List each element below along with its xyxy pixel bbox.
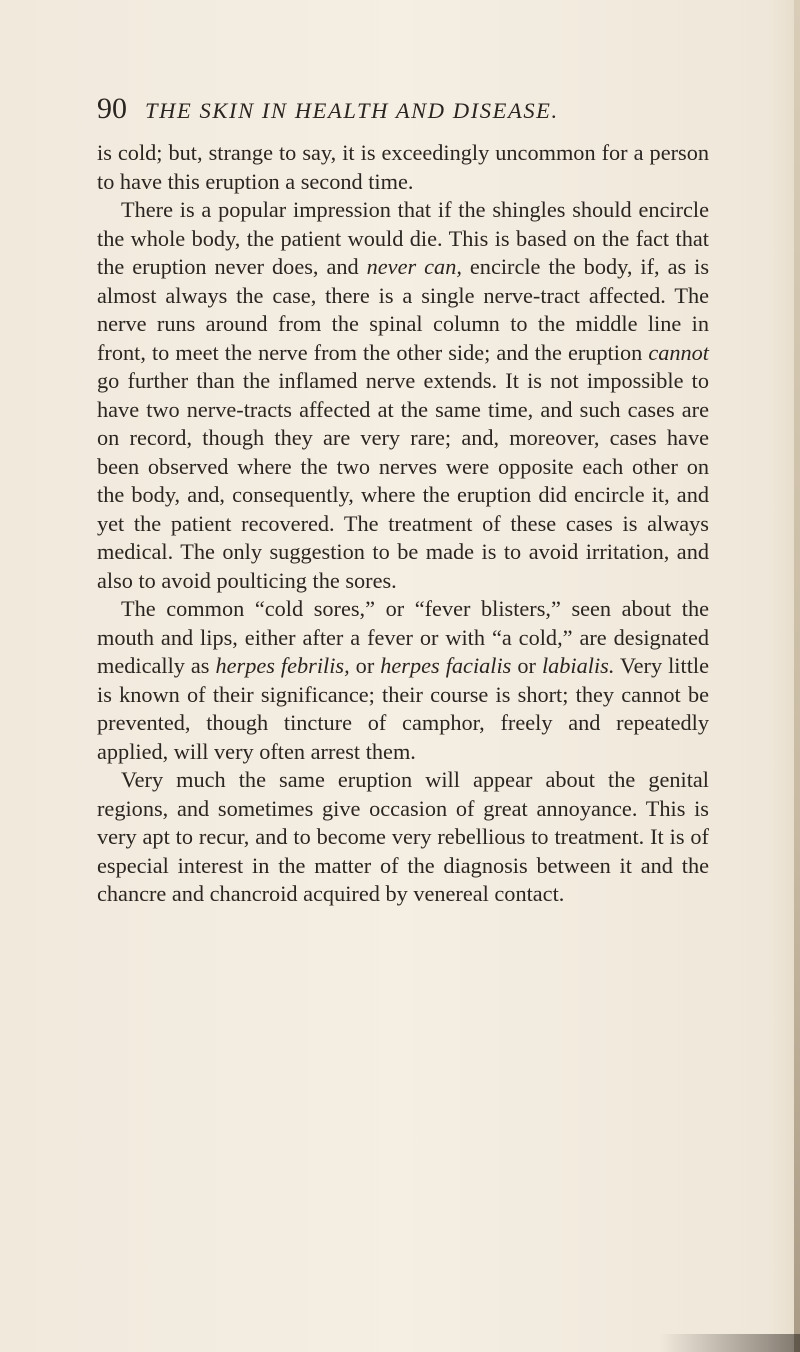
page-shadow (660, 1334, 800, 1352)
text-run: encircle the body, if, as is almost always the case, there is a single nerve-tract affected. The nerve runs around from the spinal column to the middle line in front, to meet the nerve from the other side; and the eruption (97, 254, 709, 365)
page-header (97, 92, 717, 132)
paragraph (97, 139, 709, 196)
paragraph (97, 595, 709, 766)
italic-run: herpes facialis (380, 653, 512, 678)
italic-run: herpes febrilis, (215, 653, 350, 678)
page-edge (794, 0, 800, 1352)
body-text (97, 139, 709, 909)
text-run: Very little is known of their significance; their course is short; they cannot be prevented, though tincture of camphor, freely and repeatedly applied, will very often arrest them. (97, 653, 709, 764)
page-number: 90 (97, 92, 127, 125)
text-run: There is a popular impression that if the shingles should encircle the whole body, the patient would die. This is based on the fact that the eruption never does, and (97, 197, 709, 279)
italic-run: cannot (648, 339, 709, 365)
paragraph (97, 196, 709, 595)
italic-run: labialis. (541, 653, 615, 678)
text-run: or (511, 653, 542, 678)
text-run: or (349, 653, 381, 678)
text-run: go further than the inflamed nerve extends. It is not impossible to have two nerve-tracts affected at the same time, and such cases are on record, though they are very rare; and, moreover, cases have been observed where the two nerves were opposite each other on the body, and, consequently, where the eruption did encircle it, and yet the patient recovered. The treatment of these cases is always medical. The only suggestion to be made is to avoid irritation, and also to avoid poulticing the sores. (97, 368, 709, 593)
text-run: Very much the same eruption will appear about the genital regions, and sometimes give occasion of great annoyance. This is very apt to recur, and to become very rebellious to treatment. It is of especial interest in the matter of the diagnosis between it and the chancre and chancroid acquired by venereal contact. (97, 767, 709, 906)
text-run: is cold; but, strange to say, it is exceedingly uncommon for a person to have this eruption a second time. (97, 140, 709, 194)
text-run: The common “cold sores,” or “fever blisters,” seen about the mouth and lips, either after a fever or with “a cold,” are designated medically as (97, 596, 709, 678)
running-head: THE SKIN IN HEALTH AND DISEASE. (145, 98, 559, 123)
italic-run: never can, (366, 254, 462, 279)
paragraph (97, 766, 709, 909)
